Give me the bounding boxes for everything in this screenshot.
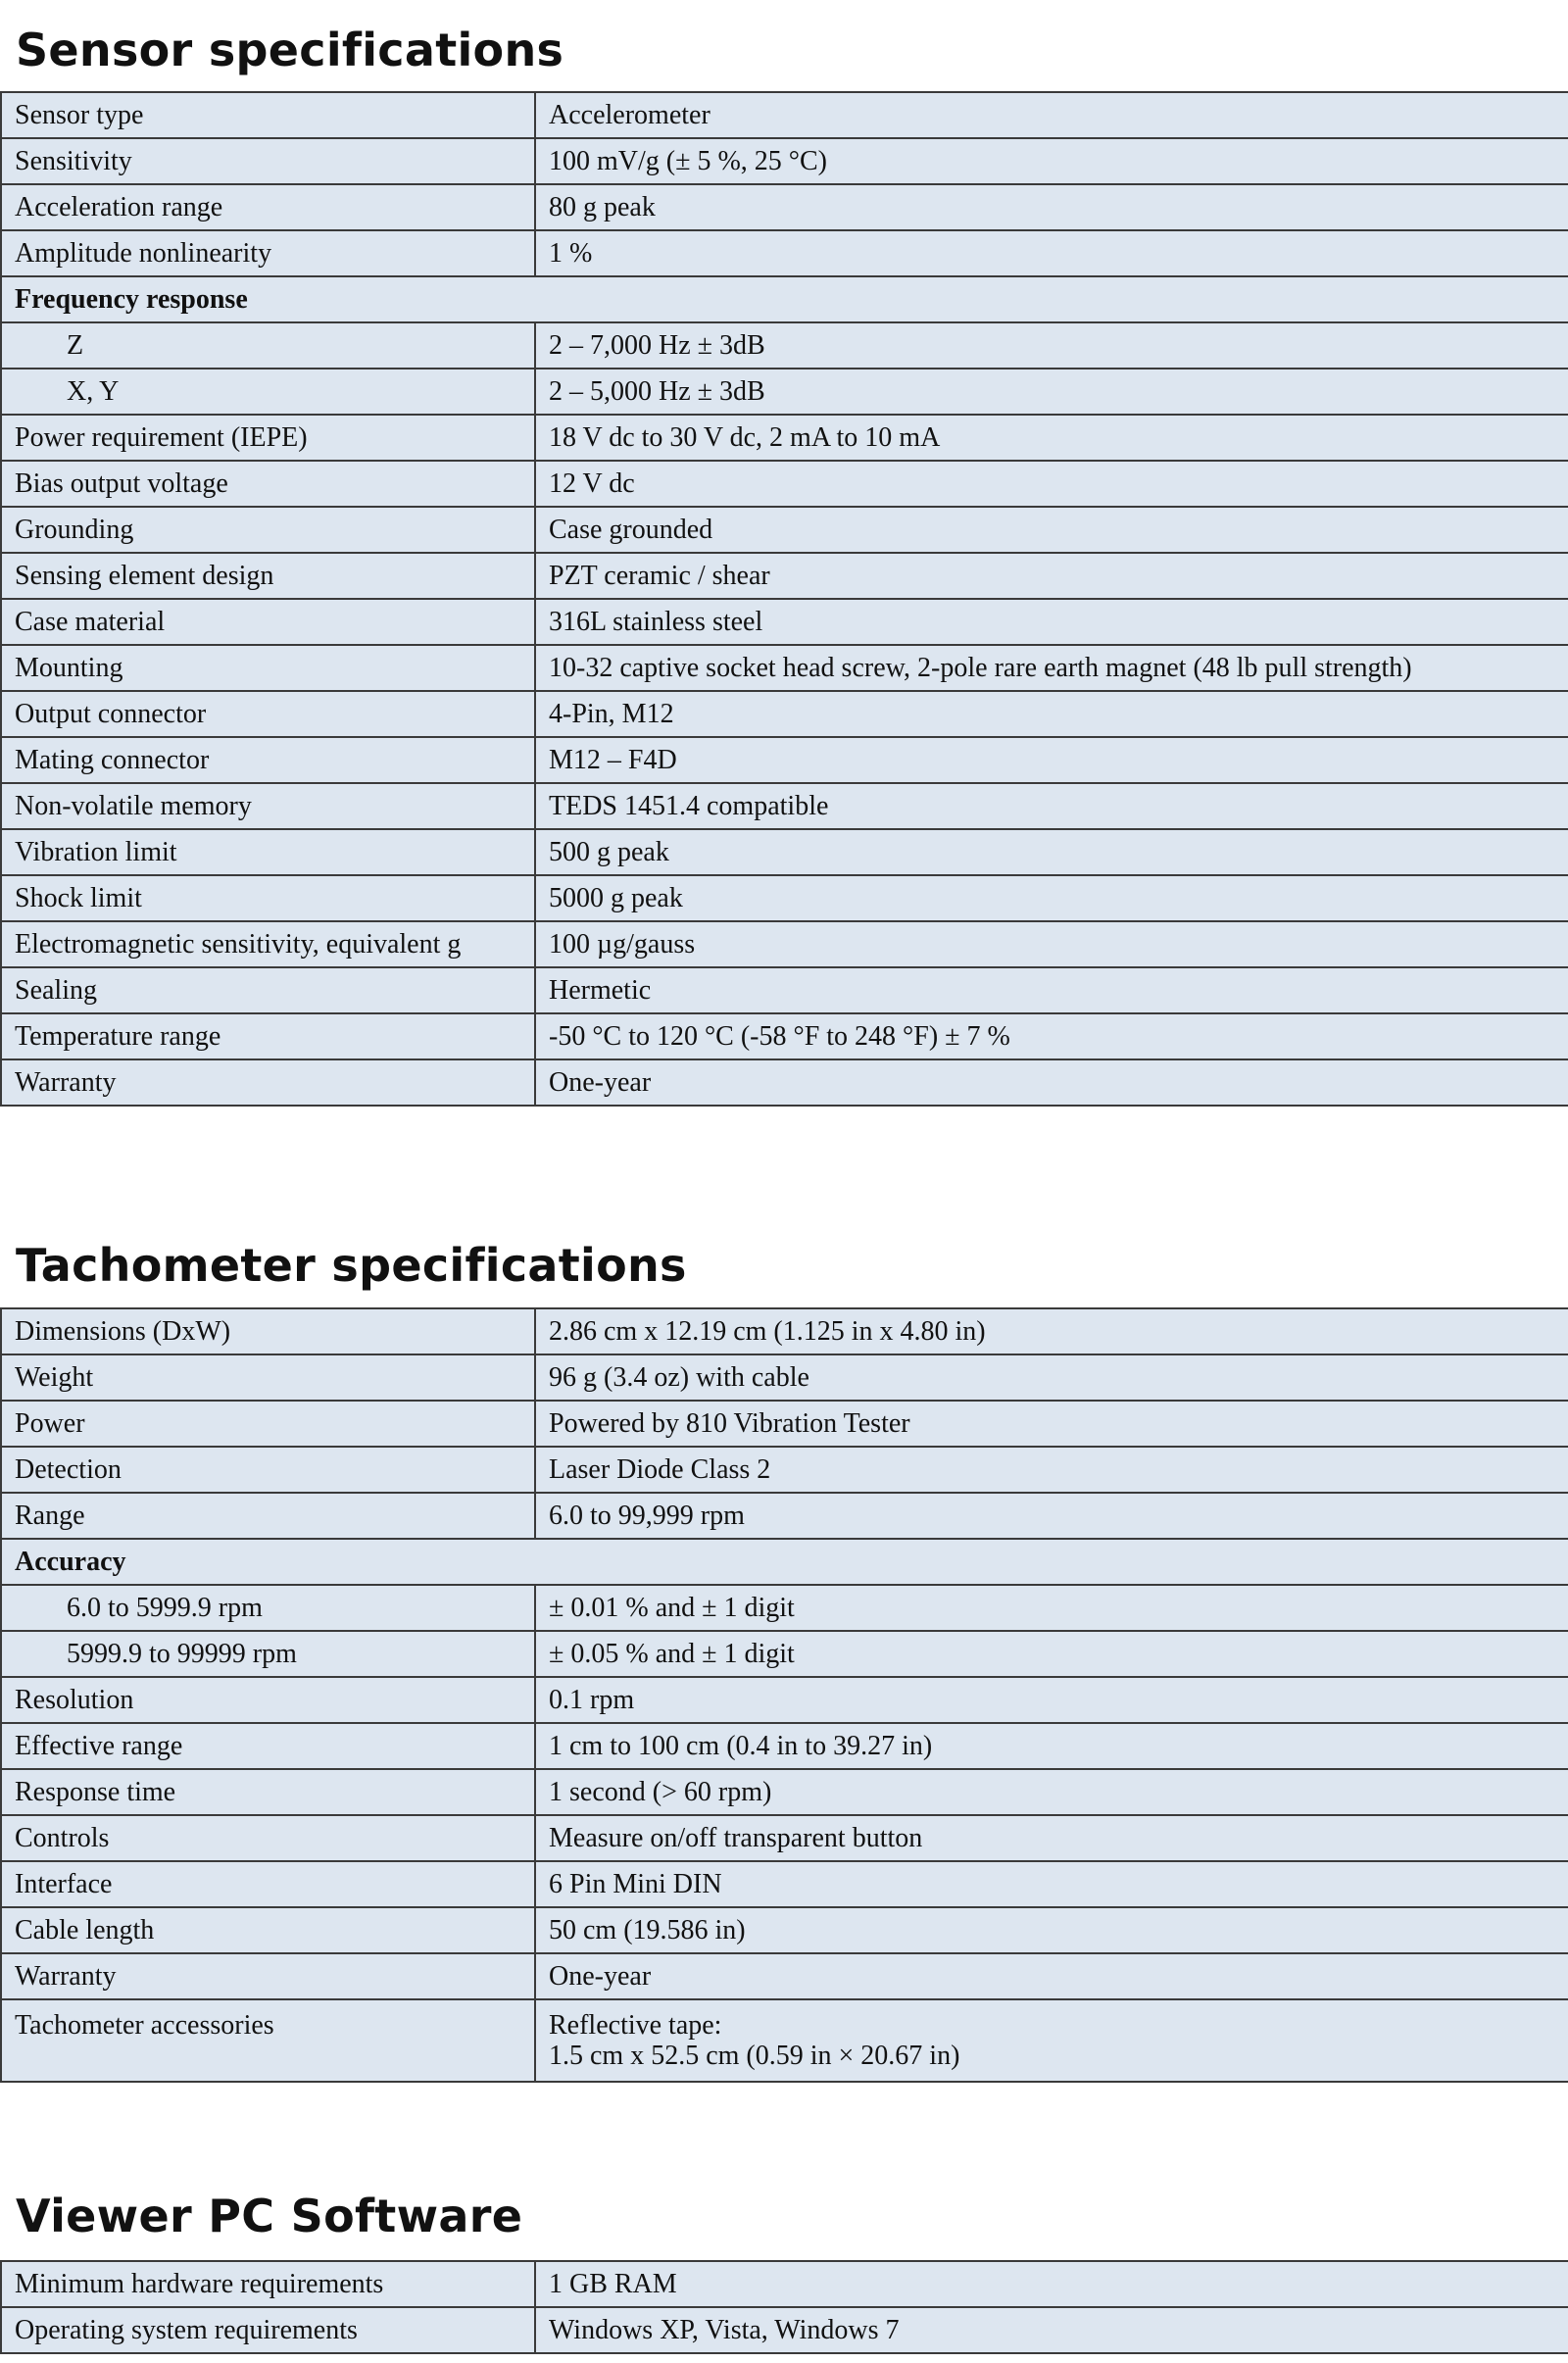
table-row: [1, 461, 1568, 507]
table-row: [1, 553, 1568, 599]
table-row: [1, 737, 1568, 783]
table-row: [1, 1631, 1568, 1677]
spec-label: Detection: [1, 1447, 535, 1493]
table-row: [1, 2307, 1568, 2353]
spec-label: Power: [1, 1401, 535, 1447]
spec-label: Mounting: [1, 645, 535, 691]
table-group-header: [1, 276, 1568, 322]
table-row: [1, 1953, 1568, 1999]
spec-value: 1 GB RAM: [535, 2261, 1568, 2307]
spec-value: 2 – 7,000 Hz ± 3dB: [535, 322, 1568, 369]
spec-label: 5999.9 to 99999 rpm: [1, 1631, 535, 1677]
spec-label: Power requirement (IEPE): [1, 415, 535, 461]
spec-label: Sensitivity: [1, 138, 535, 184]
table-row: [1, 1059, 1568, 1106]
table-row: [1, 1447, 1568, 1493]
viewer-pc-software-table: [0, 2260, 1568, 2354]
spec-label: Minimum hardware requirements: [1, 2261, 535, 2307]
table-row: [1, 921, 1568, 967]
spec-value: Case grounded: [535, 507, 1568, 553]
spec-label: Sensor type: [1, 92, 535, 138]
table-row: [1, 369, 1568, 415]
spec-label: 6.0 to 5999.9 rpm: [1, 1585, 535, 1631]
table-row: [1, 829, 1568, 875]
table-row: [1, 1723, 1568, 1769]
table-row: [1, 1907, 1568, 1953]
spec-value: Laser Diode Class 2: [535, 1447, 1568, 1493]
spec-value: 1 cm to 100 cm (0.4 in to 39.27 in): [535, 1723, 1568, 1769]
spec-label: Response time: [1, 1769, 535, 1815]
spec-label: Sealing: [1, 967, 535, 1013]
spec-value: ± 0.05 % and ± 1 digit: [535, 1631, 1568, 1677]
spec-value: -50 °C to 120 °C (-58 °F to 248 °F) ± 7 %: [535, 1013, 1568, 1059]
spec-value: ± 0.01 % and ± 1 digit: [535, 1585, 1568, 1631]
spec-label: Warranty: [1, 1059, 535, 1106]
spec-value: 80 g peak: [535, 184, 1568, 230]
spec-label: Interface: [1, 1861, 535, 1907]
table-row: [1, 783, 1568, 829]
spec-value: 100 µg/gauss: [535, 921, 1568, 967]
table-row: [1, 184, 1568, 230]
spec-label: Temperature range: [1, 1013, 535, 1059]
table-row: [1, 138, 1568, 184]
spec-label: Cable length: [1, 1907, 535, 1953]
spec-label: Output connector: [1, 691, 535, 737]
spec-value: One-year: [535, 1953, 1568, 1999]
table-row: [1, 1401, 1568, 1447]
spec-label: Sensing element design: [1, 553, 535, 599]
spec-value: TEDS 1451.4 compatible: [535, 783, 1568, 829]
spec-value: 50 cm (19.586 in): [535, 1907, 1568, 1953]
table-row: [1, 507, 1568, 553]
spec-value: 12 V dc: [535, 461, 1568, 507]
spec-value: 2.86 cm x 12.19 cm (1.125 in x 4.80 in): [535, 1308, 1568, 1354]
spec-label: Vibration limit: [1, 829, 535, 875]
spec-value: 10-32 captive socket head screw, 2-pole rare earth magnet (48 lb pull strength): [535, 645, 1568, 691]
sensor-specifications-title: Sensor specifications: [16, 24, 564, 76]
table-row: [1, 1493, 1568, 1539]
spec-value: 6.0 to 99,999 rpm: [535, 1493, 1568, 1539]
table-row: [1, 1677, 1568, 1723]
spec-label: X, Y: [1, 369, 535, 415]
spec-label: Mating connector: [1, 737, 535, 783]
spec-value: 18 V dc to 30 V dc, 2 mA to 10 mA: [535, 415, 1568, 461]
table-row: [1, 967, 1568, 1013]
table-row: [1, 691, 1568, 737]
spec-label: Amplitude nonlinearity: [1, 230, 535, 276]
spec-label: Resolution: [1, 1677, 535, 1723]
spec-label: Shock limit: [1, 875, 535, 921]
table-row: [1, 875, 1568, 921]
spec-value: Powered by 810 Vibration Tester: [535, 1401, 1568, 1447]
table-group-header: [1, 1539, 1568, 1585]
table-row: [1, 322, 1568, 369]
table-row: [1, 1861, 1568, 1907]
spec-value: 5000 g peak: [535, 875, 1568, 921]
spec-value-line-1: Reflective tape:: [549, 2010, 722, 2041]
spec-label: Non-volatile memory: [1, 783, 535, 829]
table-row: [1, 1013, 1568, 1059]
spec-label: Effective range: [1, 1723, 535, 1769]
table-row: [1, 599, 1568, 645]
tachometer-specifications-title: Tachometer specifications: [16, 1239, 687, 1292]
spec-value: Hermetic: [535, 967, 1568, 1013]
table-row: [1, 92, 1568, 138]
table-row: [1, 415, 1568, 461]
spec-value: 100 mV/g (± 5 %, 25 °C): [535, 138, 1568, 184]
table-row: [1, 230, 1568, 276]
spec-label: Grounding: [1, 507, 535, 553]
table-row: [1, 2261, 1568, 2307]
spec-value: Windows XP, Vista, Windows 7: [535, 2307, 1568, 2353]
spec-value: 0.1 rpm: [535, 1677, 1568, 1723]
spec-value: 316L stainless steel: [535, 599, 1568, 645]
group-header-label: Accuracy: [1, 1539, 1568, 1585]
spec-value: PZT ceramic / shear: [535, 553, 1568, 599]
spec-label: Warranty: [1, 1953, 535, 1999]
spec-label: Range: [1, 1493, 535, 1539]
spec-label: Tachometer accessories: [1, 1999, 535, 2082]
viewer-pc-software-title: Viewer PC Software: [16, 2190, 523, 2242]
spec-value: Accelerometer: [535, 92, 1568, 138]
spec-value: Measure on/off transparent button: [535, 1815, 1568, 1861]
group-header-label: Frequency response: [1, 276, 1568, 322]
spec-value: 4-Pin, M12: [535, 691, 1568, 737]
table-row: [1, 1354, 1568, 1401]
spec-label: Dimensions (DxW): [1, 1308, 535, 1354]
spec-value: 6 Pin Mini DIN: [535, 1861, 1568, 1907]
spec-label: Acceleration range: [1, 184, 535, 230]
spec-label: Electromagnetic sensitivity, equivalent g: [1, 921, 535, 967]
spec-label: Controls: [1, 1815, 535, 1861]
spec-value: One-year: [535, 1059, 1568, 1106]
spec-label: Z: [1, 322, 535, 369]
table-row: [1, 1999, 1568, 2082]
table-row: [1, 1769, 1568, 1815]
tachometer-specifications-table: [0, 1307, 1568, 2083]
table-row: [1, 1815, 1568, 1861]
spec-value: 96 g (3.4 oz) with cable: [535, 1354, 1568, 1401]
table-row: [1, 1308, 1568, 1354]
spec-value: 1 %: [535, 230, 1568, 276]
table-row: [1, 645, 1568, 691]
spec-value: 2 – 5,000 Hz ± 3dB: [535, 369, 1568, 415]
spec-label: Operating system requirements: [1, 2307, 535, 2353]
spec-value: 1 second (> 60 rpm): [535, 1769, 1568, 1815]
spec-value-line-2: 1.5 cm x 52.5 cm (0.59 in × 20.67 in): [549, 2041, 960, 2071]
sensor-specifications-table: [0, 91, 1568, 1107]
spec-value: 500 g peak: [535, 829, 1568, 875]
spec-value: [535, 1999, 1568, 2082]
spec-label: Weight: [1, 1354, 535, 1401]
table-row: [1, 1585, 1568, 1631]
spec-label: Case material: [1, 599, 535, 645]
spec-value: M12 – F4D: [535, 737, 1568, 783]
spec-label: Bias output voltage: [1, 461, 535, 507]
